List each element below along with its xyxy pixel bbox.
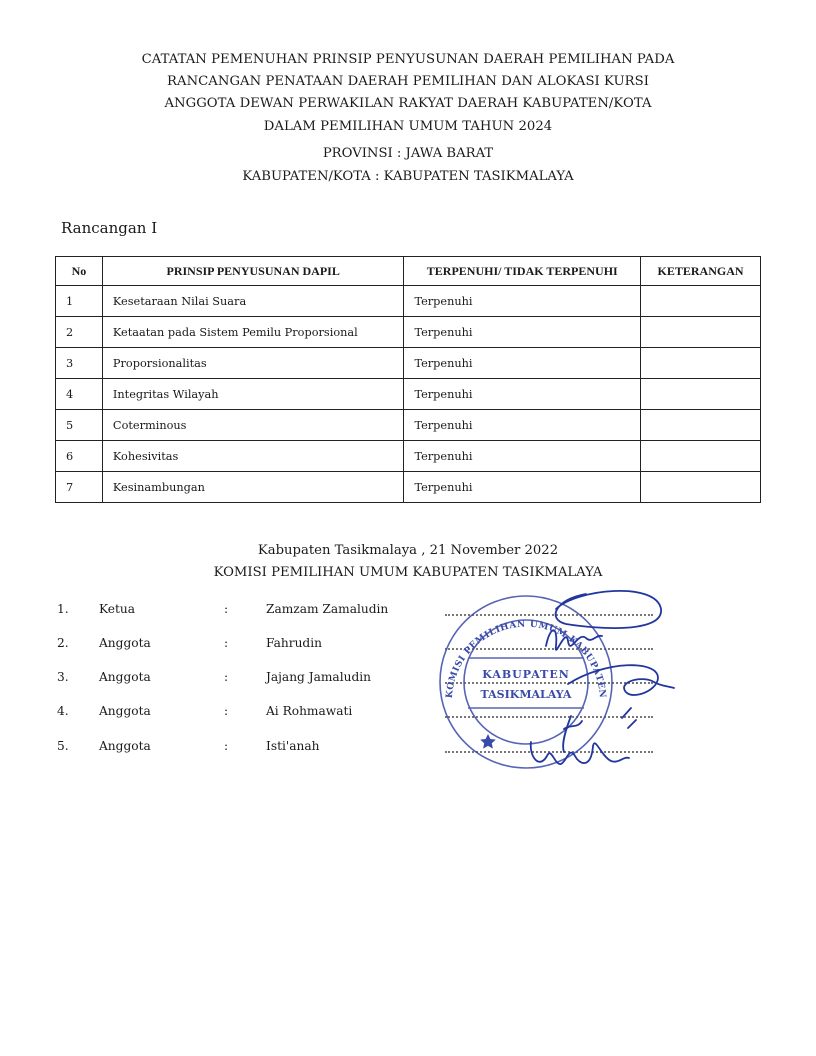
title-line-3: ANGGOTA DEWAN PERWAKILAN RAKYAT DAERAH KABUPATEN/KOTA [164,96,652,112]
cell-no: 7 [56,472,103,503]
signatory-number: 4. [57,704,69,718]
stamp-ring-text: KOMISI PEMILIHAN UMUM KABUPATEN [444,619,608,699]
signatory-role: Anggota [99,636,151,650]
cell-no: 5 [56,410,103,441]
header-principle: PRINSIP PENYUSUNAN DAPIL [102,257,404,286]
header-no: No [56,257,103,286]
table-row [56,410,761,441]
table-row [56,286,761,317]
cell-status: Terpenuhi [404,379,641,410]
cell-principle: Kesetaraan Nilai Suara [102,286,404,317]
cell-principle: Coterminous [102,410,404,441]
signatory-role: Anggota [99,670,151,684]
signatory-number: 3. [57,670,69,684]
signatory-role: Anggota [99,704,151,718]
cell-note [641,286,761,317]
location-block [0,143,816,188]
cell-note [641,317,761,348]
signature-5 [531,742,629,764]
signature-3 [568,665,674,695]
cell-no: 2 [56,317,103,348]
signatory-colon: : [224,670,229,684]
signatory-name: Jajang Jamaludin [266,670,371,684]
table-row [56,379,761,410]
table-row [56,348,761,379]
title-line-2: RANCANGAN PENATAAN DAERAH PEMILIHAN DAN ALOKASI KURSI [167,74,649,90]
signatory-name: Ai Rohmawati [266,704,353,718]
signatory-number: 1. [57,602,69,616]
title-line-4: DALAM PEMILIHAN UMUM TAHUN 2024 [263,118,553,134]
closing-block [0,540,816,584]
stamp-star-icon [480,734,496,749]
cell-no: 3 [56,348,103,379]
signatory-row [0,636,816,660]
cell-note [641,379,761,410]
signatory-colon: : [224,704,229,718]
cell-no: 4 [56,379,103,410]
official-stamp [436,584,676,776]
regency-line: KABUPATEN/KOTA : KABUPATEN TASIKMALAYA [242,168,574,184]
cell-principle: Proporsionalitas [102,348,404,379]
document-title [0,49,816,138]
institution-name: KOMISI PEMILIHAN UMUM KABUPATEN TASIKMALAYA [213,565,603,580]
signatory-name: Isti'anah [266,739,320,753]
cell-principle: Kohesivitas [102,441,404,472]
cell-status: Terpenuhi [404,441,641,472]
stamp-center-line-1: KABUPATEN [482,668,570,681]
cell-status: Terpenuhi [404,472,641,503]
cell-principle: Integritas Wilayah [102,379,404,410]
signatory-colon: : [224,636,229,650]
cell-status: Terpenuhi [404,410,641,441]
cell-principle: Ketaatan pada Sistem Pemilu Proporsional [102,317,404,348]
cell-no: 6 [56,441,103,472]
signatory-colon: : [224,739,229,753]
section-label: Rancangan I [61,219,158,237]
table-row [56,317,761,348]
province-line: PROVINSI : JAWA BARAT [322,146,494,161]
signatory-role: Anggota [99,739,151,753]
header-status: TERPENUHI/ TIDAK TERPENUHI [404,257,641,286]
stamp-outer-ring [440,596,612,768]
signatory-name: Zamzam Zamaludin [266,602,389,616]
signatory-row [0,602,816,626]
cell-status: Terpenuhi [404,348,641,379]
signature-4 [563,708,636,752]
signatory-number: 2. [57,636,69,650]
cell-status: Terpenuhi [404,286,641,317]
header-note: KETERANGAN [641,257,761,286]
signatory-name: Fahrudin [266,636,322,650]
table-row [56,441,761,472]
signatory-role: Ketua [99,602,136,616]
cell-principle: Kesinambungan [102,472,404,503]
signatory-row [0,739,816,763]
cell-note [641,441,761,472]
table-row [56,472,761,503]
signatory-row [0,704,816,728]
cell-status: Terpenuhi [404,317,641,348]
signatory-colon: : [224,602,229,616]
cell-note [641,410,761,441]
table-header-row [56,257,761,286]
cell-no: 1 [56,286,103,317]
place-date: Kabupaten Tasikmalaya , 21 November 2022 [257,543,559,558]
title-line-1: CATATAN PEMENUHAN PRINSIP PENYUSUNAN DAERAH PEMILIHAN PADA [141,52,675,67]
signatory-number: 5. [57,739,69,753]
cell-note [641,472,761,503]
cell-note [641,348,761,379]
signatory-row [0,670,816,694]
stamp-center-line-2: TASIKMALAYA [480,688,572,701]
principles-table [55,256,761,503]
